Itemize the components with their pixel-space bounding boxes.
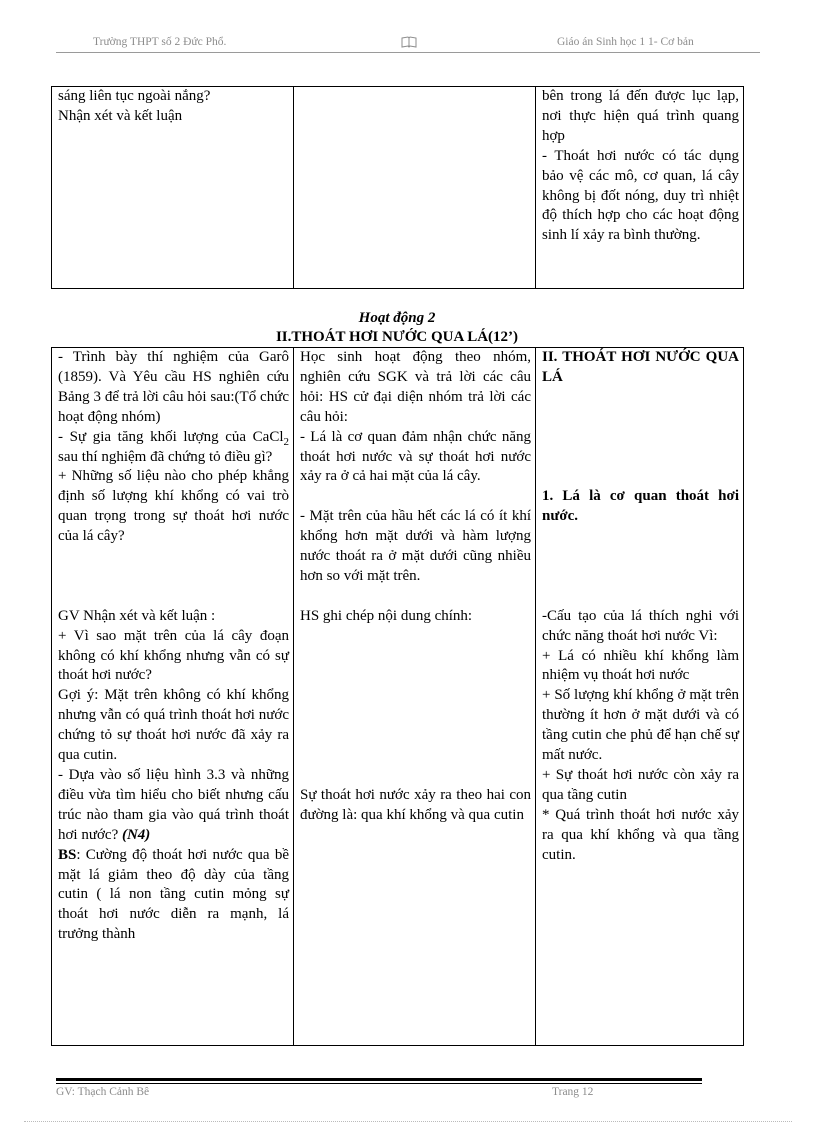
t-p2-pre: - Sự gia tăng khối lượng của CaCl xyxy=(58,428,284,445)
s-p5: Sự thoát hơi nước xảy ra theo hai con đường là: qua khí khổng và qua cutin xyxy=(300,786,531,823)
s-spacer2 xyxy=(300,587,531,607)
c-p5: + Số lượng khí khổng ở mặt trên thường ít hơn ở mặt dưới và có tầng cutin che phủ để hạn chế sự mất nước. xyxy=(542,687,739,764)
c-p6: + Sự thoát hơi nước còn xảy ra qua tầng cutin xyxy=(542,766,739,803)
table1-col2 xyxy=(294,87,536,289)
table-activity-2 xyxy=(51,347,744,1046)
header-subject: Giáo án Sinh học 1 1- Cơ bản xyxy=(557,36,694,48)
page-edge xyxy=(24,1121,792,1122)
c-spacer2 xyxy=(542,527,739,607)
t-p8-label: BS xyxy=(58,846,77,863)
c-p3: -Cấu tạo của lá thích nghi với chức năng thoát hơi nước Vì: xyxy=(542,607,739,644)
c-p2: 1. Lá là cơ quan thoát hơi nước. xyxy=(542,488,739,525)
s-p4: HS ghi chép nội dung chính: xyxy=(300,607,473,624)
t-p7-tag: (N4) xyxy=(121,826,151,843)
s-p1: Học sinh hoạt động theo nhóm, nghiên cứu SGK và trả lời các câu hỏi: HS cử đại diện nhóm trả lời các câu hỏi: xyxy=(300,349,531,425)
footer-divider-thick xyxy=(56,1078,702,1081)
t-spacer xyxy=(58,547,289,607)
t-p6: Gợi ý: Mặt trên không có khí khổng nhưng vẫn có quá trình thoát hơi nước chứng tỏ sự thoát hơi nước đã xảy ra qua cutin. xyxy=(58,687,289,764)
table1-col3-p2: - Thoát hơi nước có tác dụng bảo vệ các mô, cơ quan, lá cây không bị đốt nóng, duy trì nhiệt độ thích hợp cho các hoạt động sinh lí xảy ra bình thường. xyxy=(542,147,739,244)
s-spacer1 xyxy=(300,487,531,507)
t-p5: + Vì sao mặt trên của lá cây đoạn không có khí khổng nhưng vẫn có sự thoát hơi nước? xyxy=(58,627,289,684)
t-p1: - Trình bày thí nghiệm của Garô (1859). Và Yêu cầu HS nghiên cứu Bảng 3 để trả lời câu hỏi sau:(Tổ chức hoạt động nhóm) xyxy=(58,349,289,425)
table-continuation xyxy=(51,86,744,289)
header-divider xyxy=(56,52,760,53)
table1-col1-line1: sáng liên tục ngoài nắng? xyxy=(58,88,211,104)
t-p8 xyxy=(58,846,289,946)
section-heading: II.THOÁT HƠI NƯỚC QUA LÁ(12’) xyxy=(275,329,519,345)
c-p1: II. THOÁT HƠI NƯỚC QUA LÁ xyxy=(542,349,739,385)
s-p3: - Mặt trên của hầu hết các lá có ít khí khổng hơn mặt dưới và hàm lượng nước thoát ra ở mặt dưới cũng nhiều hơn so với mặt trên. xyxy=(300,508,531,584)
s-p2: - Lá là cơ quan đảm nhận chức năng thoát hơi nước và sự thoát hơi nước xảy ra ở cả hai mặt của lá cây. xyxy=(300,428,531,485)
content-column xyxy=(536,348,744,1046)
t-p3: + Những số liệu nào cho phép khẳng định số lượng khí khổng có vai trò quan trọng trong sự thoát hơi nước của lá cây? xyxy=(58,468,289,545)
footer-divider-thin xyxy=(56,1083,702,1084)
student-activity-column xyxy=(294,348,536,1046)
header-school: Trường THPT số 2 Đức Phổ. xyxy=(93,36,227,48)
teacher-activity-column xyxy=(52,348,294,1046)
t-p7 xyxy=(58,766,289,846)
s-spacer3 xyxy=(300,627,531,786)
t-p2 xyxy=(58,428,289,468)
t-p2-sub: 2 xyxy=(283,435,289,448)
table1-col3 xyxy=(536,87,744,289)
activity-title: Hoạt động 2 xyxy=(358,310,436,326)
t-p7-text: - Dựa vào số liệu hình 3.3 và những điều vừa tìm hiểu cho biết nhưng cấu trúc nào tham gia vào quá trình thoát hơi nước? xyxy=(58,767,289,843)
book-icon xyxy=(401,35,417,53)
t-p2-post: sau thí nghiệm đã chứng tỏ điều gì? xyxy=(58,448,273,465)
t-p4: GV Nhận xét và kết luận : xyxy=(58,607,216,624)
t-p8-text: : Cường độ thoát hơi nước qua bề mặt lá giảm theo độ dày của tầng cutin ( lá non tầng cutin mỏng sự thoát hơi nước diễn ra mạnh, lá trưởng thành xyxy=(58,846,289,943)
c-p4: + Lá có nhiều khí khổng làm nhiệm vụ thoát hơi nước xyxy=(542,647,739,684)
c-spacer1 xyxy=(542,388,739,488)
table1-col1 xyxy=(52,87,294,289)
table1-col3-p1: bên trong lá đến được lục lạp, nơi thực hiện quá trình quang hợp xyxy=(542,88,739,144)
footer-teacher: GV: Thạch Cảnh Bê xyxy=(56,1086,150,1098)
c-p7: * Quá trình thoát hơi nước xảy ra qua khí khổng và qua tầng cutin. xyxy=(542,806,739,863)
footer-page-number: Trang 12 xyxy=(552,1086,594,1098)
table1-col1-line2: Nhận xét và kết luận xyxy=(58,107,183,124)
